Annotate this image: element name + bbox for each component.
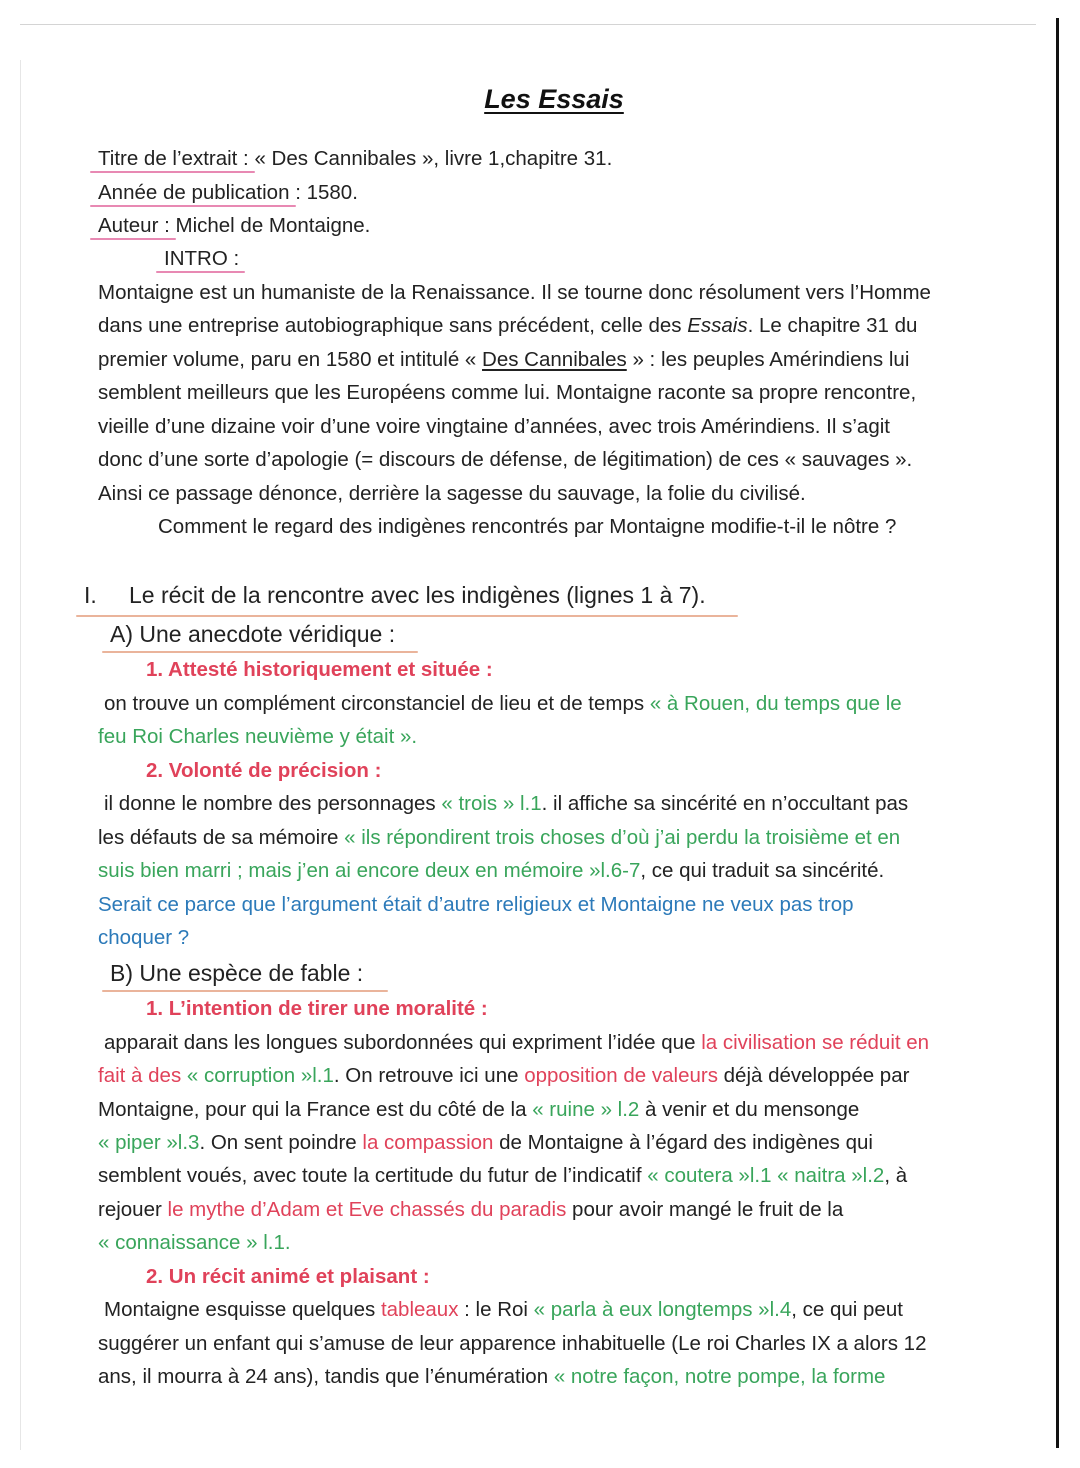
document-title: Les Essais	[484, 84, 624, 114]
meta-auteur	[98, 211, 370, 241]
a2-line-1	[104, 789, 908, 819]
b1-quote-ruine: « ruine » l.2	[532, 1098, 640, 1121]
b1-line-4b: . On sent poindre	[199, 1131, 363, 1154]
a2-line-3	[98, 856, 884, 886]
b1-line-3c: à venir et du mensonge	[639, 1098, 860, 1121]
b1-line-5	[98, 1161, 907, 1191]
section-1-title: Le récit de la rencontre avec les indigènes (lignes 1 à 7).	[129, 582, 706, 608]
b2-line-3	[98, 1362, 885, 1392]
intro-line-2c: . Le chapitre 31 du	[747, 314, 918, 337]
a1-line-1a: on trouve un complément circonstanciel de lieu et de temps	[104, 692, 650, 715]
subsection-b-title: B) Une espèce de fable :	[110, 960, 364, 986]
intro-cannibales-underlined: Des Cannibales	[482, 348, 627, 371]
b1-line-3	[98, 1095, 859, 1125]
b1-quote-corruption: « corruption »l.1	[186, 1064, 334, 1087]
b2-line-1a: Montaigne esquisse quelques	[104, 1298, 381, 1321]
section-1-underline	[76, 615, 738, 617]
b1-line-4d: de Montaigne à l’égard des indigènes qui	[493, 1131, 873, 1154]
b1-highlight-fait: fait à des	[98, 1064, 187, 1087]
b2-quote-facon: « notre façon, notre pompe, la forme	[553, 1365, 886, 1388]
b1-line-7: « connaissance » l.1.	[98, 1231, 291, 1254]
b1-line-1	[104, 1028, 929, 1058]
b2-quote-parla: « parla à eux longtemps »l.4	[533, 1298, 792, 1321]
b1-quote-piper: « piper »l.3	[98, 1131, 200, 1154]
meta-auteur-label: Auteur :	[98, 211, 170, 241]
intro-line-3a: premier volume, paru en 1580 et intitulé «	[98, 348, 483, 371]
b1-highlight-mythe: le mythe d’Adam et Eve chassés du paradis	[167, 1198, 567, 1221]
a2-line-2	[98, 823, 900, 853]
intro-line-5: vieille d’une dizaine voir d’une voire vingtaine d’années, avec trois Amérindiens. Il s’agit	[98, 415, 890, 438]
a2-quote-memoire-cont: suis bien marri ; mais j’en ai encore deux en mémoire »l.6-7	[98, 859, 641, 882]
b2-line-1e: , ce qui peut	[791, 1298, 903, 1321]
intro-heading-text: INTRO :	[164, 244, 239, 274]
intro-essais-italic: Essais	[687, 314, 748, 337]
meta-extrait	[98, 144, 612, 174]
a2-line-1a: il donne le nombre des personnages	[104, 792, 442, 815]
intro-question: Comment le regard des indigènes rencontrés par Montaigne modifie-t-il le nôtre ?	[158, 515, 897, 538]
a2-note-line-2: choquer ?	[98, 926, 190, 949]
b1-heading: 1. L’intention de tirer une moralité :	[146, 997, 488, 1020]
b1-line-5c: , à	[884, 1164, 908, 1187]
b2-line-2: suggérer un enfant qui s’amuse de leur apparence inhabituelle (Le roi Charles IX a alors 12	[98, 1332, 927, 1355]
a1-line-1	[104, 689, 902, 719]
intro-line-7: Ainsi ce passage dénonce, derrière la sagesse du sauvage, la folie du civilisé.	[98, 482, 806, 505]
a2-quote-memoire: « ils répondirent trois choses d’où j’ai perdu la troisième et en	[344, 826, 901, 849]
a1-heading: 1. Attesté historiquement et située :	[146, 658, 493, 681]
b1-highlight-opposition: opposition de valeurs	[524, 1064, 718, 1087]
b1-highlight-compassion: la compassion	[362, 1131, 494, 1154]
page-top-rule	[20, 24, 1036, 25]
b2-line-1c: : le Roi	[458, 1298, 534, 1321]
a1-line-2: feu Roi Charles neuvième y était ».	[98, 725, 418, 748]
intro-line-4: semblent meilleurs que les Européens comme lui. Montaigne raconte sa propre rencontre,	[98, 381, 917, 404]
b2-line-3a: ans, il mourra à 24 ans), tandis que l’énumération	[98, 1365, 554, 1388]
a1-quote-rouen: « à Rouen, du temps que le	[649, 692, 902, 715]
meta-annee-label: Année de publication	[98, 178, 290, 208]
intro-line-1: Montaigne est un humaniste de la Renaissance. Il se tourne donc résolument vers l’Homme	[98, 281, 931, 304]
b1-line-2c: . On retrouve ici une	[333, 1064, 525, 1087]
meta-auteur-value: Michel de Montaigne.	[169, 214, 371, 237]
b1-line-1a: apparait dans les longues subordonnées qui expriment l’idée que	[104, 1031, 702, 1054]
b2-highlight-tableaux: tableaux	[380, 1298, 459, 1321]
intro-line-2	[98, 311, 917, 341]
page-right-border	[1056, 18, 1059, 1448]
page-left-edge	[20, 60, 21, 1450]
a2-line-2a: les défauts de sa mémoire	[98, 826, 345, 849]
a2-quote-trois: « trois » l.1	[441, 792, 542, 815]
section-1-number: I.	[84, 582, 97, 608]
intro-line-3c: » : les peuples Amérindiens lui	[626, 348, 910, 371]
b1-line-2	[98, 1061, 909, 1091]
subsection-a-title: A) Une anecdote véridique :	[110, 621, 396, 647]
a2-note-line-1: Serait ce parce que l’argument était d’autre religieux et Montaigne ne veux pas trop	[98, 893, 854, 916]
b1-line-2e: déjà développée par	[717, 1064, 910, 1087]
b2-heading: 2. Un récit animé et plaisant :	[146, 1265, 430, 1288]
b1-line-6	[98, 1195, 843, 1225]
b2-line-1	[104, 1295, 903, 1325]
intro-line-3	[98, 345, 909, 375]
subsection-a-underline	[102, 651, 418, 653]
a2-line-3b: , ce qui traduit sa sincérité.	[640, 859, 885, 882]
meta-extrait-value: « Des Cannibales », livre 1,chapitre 31.	[248, 147, 613, 170]
intro-heading	[164, 244, 239, 274]
b1-line-3a: Montaigne, pour qui la France est du côté de la	[98, 1098, 533, 1121]
b1-highlight-civilisation: la civilisation se réduit en	[701, 1031, 930, 1054]
meta-annee-value: : 1580.	[289, 181, 358, 204]
a2-heading: 2. Volonté de précision :	[146, 759, 382, 782]
b1-line-4	[98, 1128, 873, 1158]
b1-line-6a: rejouer	[98, 1198, 168, 1221]
b1-quote-coutera: « coutera »l.1 « naitra »l.2	[647, 1164, 885, 1187]
b1-line-5a: semblent voués, avec toute la certitude du futur de l’indicatif	[98, 1164, 648, 1187]
a2-line-1c: . il affiche sa sincérité en n’occultant pas	[541, 792, 909, 815]
intro-line-6: donc d’une sorte d’apologie (= discours de défense, de légitimation) de ces « sauvages ».	[98, 448, 913, 471]
subsection-b-underline	[102, 990, 388, 992]
b1-line-6c: pour avoir mangé le fruit de la	[566, 1198, 844, 1221]
meta-extrait-label: Titre de l’extrait :	[98, 144, 249, 174]
intro-line-2a: dans une entreprise autobiographique sans précédent, celle des	[98, 314, 688, 337]
meta-annee	[98, 178, 358, 208]
